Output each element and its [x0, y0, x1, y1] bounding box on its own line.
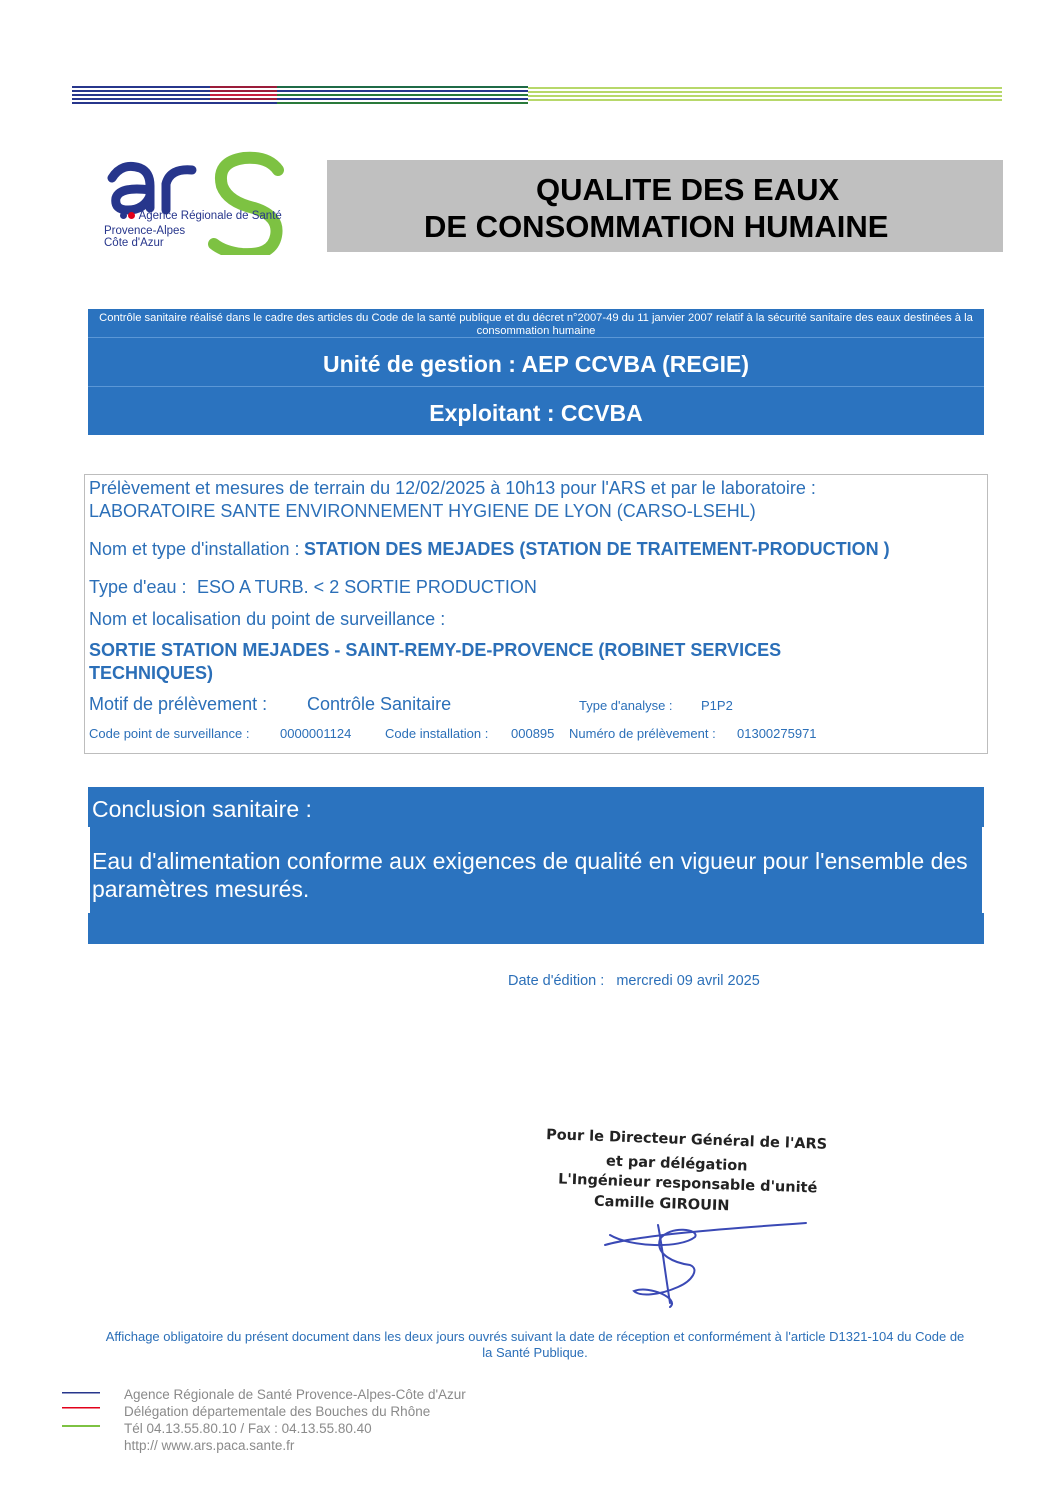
numero-value: 01300275971 — [737, 726, 817, 741]
point-value-line1: SORTIE STATION MEJADES - SAINT-REMY-DE-PROVENCE (ROBINET SERVICES — [89, 640, 782, 660]
sampling-info-box — [84, 474, 988, 754]
signature-line1: Pour le Directeur Général de l'ARS — [545, 1127, 828, 1153]
edition-date — [508, 973, 760, 989]
motif-label: Motif de prélèvement : — [89, 694, 268, 714]
code-point-value: 0000001124 — [280, 726, 352, 741]
type-analyse-label: Type d'analyse : — [579, 698, 673, 713]
installation-label: Nom et type d'installation : — [89, 539, 300, 559]
ars-agency-label: Agence Régionale de Santé — [138, 210, 282, 222]
prelevement-line: Prélèvement et mesures de terrain du 12/02/2025 à 10h13 pour l'ARS et par le laboratoire : — [89, 478, 816, 498]
footer-website-link[interactable]: http:// www.ars.paca.sante.fr — [124, 1438, 295, 1453]
signature-line2: et par délégation — [605, 1153, 748, 1175]
type-eau-value: ESO A TURB. < 2 SORTIE PRODUCTION — [196, 577, 537, 597]
title-line2: DE CONSOMMATION HUMAINE — [424, 209, 889, 244]
footer-line3: Tél 04.13.55.80.10 / Fax : 04.13.55.80.40 — [124, 1421, 372, 1436]
installation-row — [89, 539, 890, 560]
footer-line1: Agence Régionale de Santé Provence-Alpes-Côte d'Azur — [124, 1387, 466, 1402]
conclusion-edge-left — [88, 827, 90, 913]
header-divider — [88, 337, 984, 338]
header-divider — [88, 386, 984, 387]
motif-value: Contrôle Sanitaire — [307, 694, 452, 714]
footer-address — [124, 1386, 466, 1454]
edition-value: mercredi 09 avril 2025 — [616, 973, 760, 989]
code-point-label: Code point de surveillance : — [89, 726, 250, 741]
ars-agency-name — [120, 210, 282, 222]
ars-region — [104, 225, 185, 249]
code-installation-label: Code installation : — [385, 726, 489, 741]
conclusion-title: Conclusion sanitaire : — [92, 796, 312, 822]
conclusion-edge-right — [982, 827, 984, 913]
footer-line2: Délégation départementale des Bouches du Rhône — [124, 1404, 431, 1419]
flag-blue-dot — [120, 212, 127, 219]
flag-red-dot — [128, 212, 135, 219]
numero-label: Numéro de prélèvement : — [569, 726, 716, 741]
point-value-line2: TECHNIQUES) — [89, 663, 214, 683]
type-eau-row — [89, 577, 537, 598]
point-label: Nom et localisation du point de surveillance : — [89, 609, 446, 629]
footer-color-lines — [60, 1385, 105, 1430]
title-line1: QUALITE DES EAUX — [536, 172, 840, 207]
type-analyse-value: P1P2 — [701, 698, 733, 713]
signature-line4: Camille GIROUIN — [593, 1193, 730, 1215]
conclusion-box — [88, 787, 984, 944]
code-installation-value: 000895 — [511, 726, 555, 741]
header-stripes — [72, 86, 1002, 106]
controle-sanitaire-text: Contrôle sanitaire réalisé dans le cadre des articles du Code de la santé publique et du décret n°2007-49 du 11 janvier 2007 relatif à la sécurité sanitaire des eaux destinées à la consommation humaine — [99, 312, 973, 337]
laboratoire: LABORATOIRE SANTE ENVIRONNEMENT HYGIENE DE LYON (CARSO-LSEHL) — [89, 501, 756, 521]
signature-line3: L'Ingénieur responsable d'unité — [557, 1171, 818, 1197]
unite-gestion: Unité de gestion : AEP CCVBA (REGIE) — [323, 351, 749, 377]
affichage-notice: Affichage obligatoire du présent document dans les deux jours ouvrés suivant la date de réception et conformément à l'article D1321-104 du Code de la Santé Publique. — [105, 1329, 965, 1360]
document-title — [327, 160, 1003, 252]
handwritten-signature — [600, 1215, 815, 1310]
installation-value: STATION DES MEJADES (STATION DE TRAITEMENT-PRODUCTION ) — [304, 539, 890, 559]
exploitant: Exploitant : CCVBA — [429, 400, 643, 426]
ars-region-line2: Côte d'Azur — [104, 237, 164, 249]
ars-region-line1: Provence-Alpes — [104, 225, 186, 237]
edition-label: Date d'édition : — [508, 973, 605, 989]
management-header — [88, 309, 984, 435]
type-eau-label: Type d'eau : — [89, 577, 187, 597]
conclusion-text: Eau d'alimentation conforme aux exigences de qualité en vigueur pour l'ensemble des paramètres mesurés. — [92, 848, 968, 902]
